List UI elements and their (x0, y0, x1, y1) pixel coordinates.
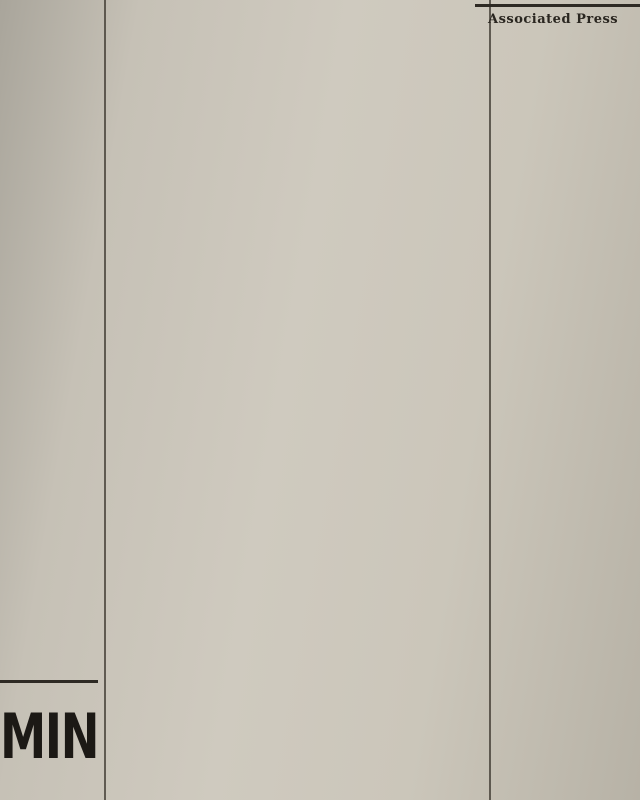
associated-press-header: Associated Press (488, 12, 619, 27)
column-rule-right (489, 0, 491, 800)
column-rule-left (104, 0, 106, 800)
right-header-rule (475, 4, 640, 7)
headline-fragment: MIN (0, 700, 98, 773)
left-column-rule (0, 680, 98, 683)
